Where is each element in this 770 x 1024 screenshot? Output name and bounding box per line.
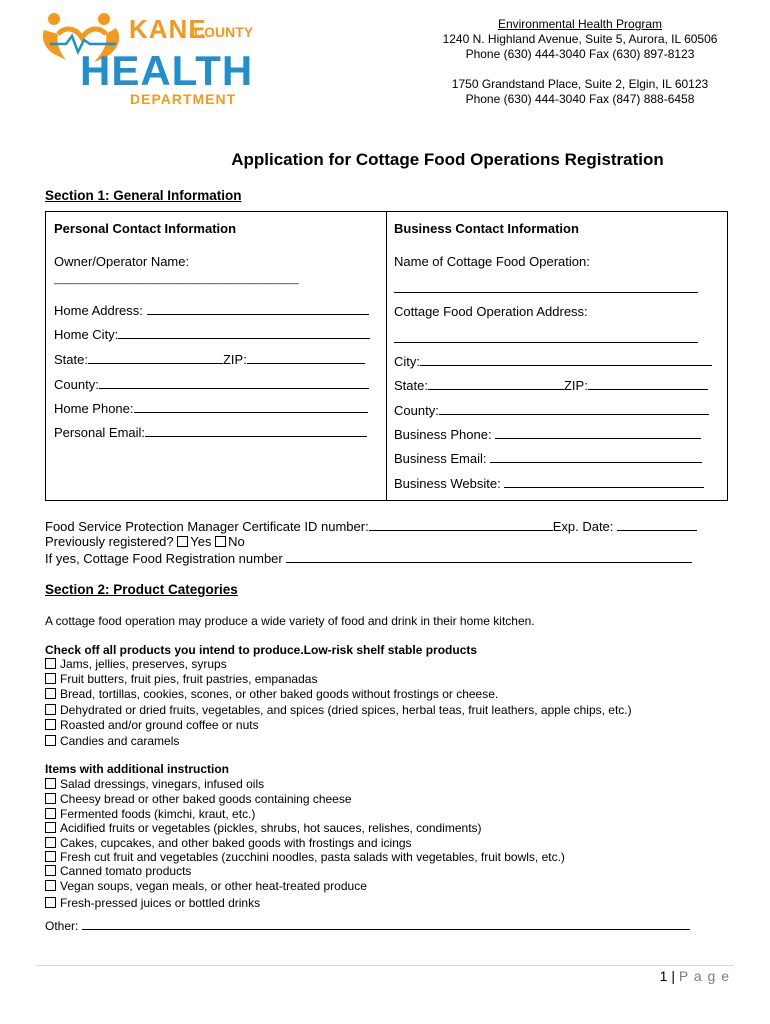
product-checkbox[interactable] bbox=[45, 897, 56, 908]
logo-health: HEALTH bbox=[80, 47, 254, 94]
section1-heading: Section 1: General Information bbox=[45, 188, 242, 203]
page-title: Application for Cottage Food Operations Registration bbox=[231, 150, 664, 169]
product-checkbox[interactable] bbox=[45, 822, 56, 833]
other-field[interactable] bbox=[82, 917, 690, 930]
business-website-field[interactable] bbox=[504, 475, 704, 488]
personal-email-field[interactable] bbox=[145, 424, 367, 437]
business-county-field[interactable] bbox=[439, 402, 709, 415]
county-label: County: bbox=[54, 377, 99, 392]
product-item: Acidified fruits or vegetables (pickles, shrubs, hot sauces, relishes, condiments) bbox=[45, 821, 482, 835]
other-label: Other: bbox=[45, 919, 79, 933]
city-label: City: bbox=[394, 354, 420, 369]
cert-id-label: Food Service Protection Manager Certificate ID number: bbox=[45, 519, 369, 534]
no-checkbox[interactable] bbox=[215, 536, 226, 547]
exp-date-label: Exp. Date: bbox=[552, 519, 614, 534]
product-checkbox[interactable] bbox=[45, 704, 56, 715]
product-item: Fruit butters, fruit pies, fruit pastries, empanadas bbox=[45, 672, 317, 686]
home-phone-field[interactable] bbox=[134, 400, 368, 413]
program-name: Environmental Health Program bbox=[497, 17, 663, 31]
lowrisk-heading: Check off all products you intend to produce.Low-risk shelf stable products bbox=[45, 643, 478, 657]
product-item: Bread, tortillas, cookies, scones, or other baked goods without frostings or cheese. bbox=[45, 687, 498, 701]
business-state-field[interactable] bbox=[428, 377, 564, 390]
state-label: State: bbox=[54, 352, 88, 367]
product-checkbox[interactable] bbox=[45, 673, 56, 684]
product-item: Salad dressings, vinegars, infused oils bbox=[45, 777, 264, 791]
yes-checkbox[interactable] bbox=[177, 536, 188, 547]
home-address-field[interactable] bbox=[147, 302, 369, 315]
zip-label: ZIP: bbox=[222, 352, 247, 367]
operation-name-label: Name of Cottage Food Operation: bbox=[394, 254, 590, 269]
contact-block bbox=[400, 17, 760, 107]
product-item: Fresh cut fruit and vegetables (zucchini noodles, pasta salads with vegetables, fruit bowls, etc.) bbox=[45, 850, 565, 864]
phone-elgin: Phone (630) 444-3040 Fax (847) 888-6458 bbox=[465, 92, 695, 106]
product-item: Jams, jellies, preserves, syrups bbox=[45, 657, 227, 671]
product-checkbox[interactable] bbox=[45, 851, 56, 862]
business-state-label: State: bbox=[394, 378, 428, 393]
product-checkbox[interactable] bbox=[45, 865, 56, 876]
business-phone-field[interactable] bbox=[495, 426, 701, 439]
reg-number-label: If yes, Cottage Food Registration number bbox=[45, 551, 283, 566]
phone-aurora: Phone (630) 444-3040 Fax (630) 897-8123 bbox=[465, 47, 695, 61]
county-field[interactable] bbox=[99, 376, 369, 389]
business-website-label: Business Website: bbox=[394, 476, 501, 491]
product-item: Cakes, cupcakes, and other baked goods with frostings and icings bbox=[45, 836, 412, 850]
logo-department: DEPARTMENT bbox=[130, 91, 237, 107]
home-phone-label: Home Phone: bbox=[54, 401, 134, 416]
operation-address-label: Cottage Food Operation Address: bbox=[394, 304, 588, 319]
business-email-field[interactable] bbox=[490, 450, 702, 463]
product-checkbox[interactable] bbox=[45, 719, 56, 730]
home-city-label: Home City: bbox=[54, 327, 119, 342]
product-item: Fermented foods (kimchi, kraut, etc.) bbox=[45, 807, 255, 821]
operation-address-field[interactable] bbox=[394, 342, 698, 343]
owner-label: Owner/Operator Name: bbox=[54, 254, 190, 269]
business-zip-label: ZIP: bbox=[563, 378, 588, 393]
home-address-label: Home Address: bbox=[54, 303, 143, 318]
product-checkbox[interactable] bbox=[45, 778, 56, 789]
zip-field[interactable] bbox=[247, 351, 365, 364]
product-checkbox[interactable] bbox=[45, 837, 56, 848]
page-number: 1 | P a g e bbox=[659, 968, 730, 984]
product-item: Fresh-pressed juices or bottled drinks bbox=[45, 896, 260, 910]
product-checkbox[interactable] bbox=[45, 735, 56, 746]
address-elgin: 1750 Grandstand Place, Suite 2, Elgin, IL 60123 bbox=[451, 77, 709, 91]
additional-heading: Items with additional instruction bbox=[45, 762, 230, 776]
address-aurora: 1240 N. Highland Avenue, Suite 5, Aurora, IL 60506 bbox=[442, 32, 718, 46]
product-item: Candies and caramels bbox=[45, 734, 179, 748]
product-item: Roasted and/or ground coffee or nuts bbox=[45, 718, 259, 732]
footer-divider bbox=[36, 965, 734, 966]
business-email-label: Business Email: bbox=[394, 451, 487, 466]
operation-name-field[interactable] bbox=[394, 292, 698, 293]
business-phone-label: Business Phone: bbox=[394, 427, 492, 442]
product-checkbox[interactable] bbox=[45, 808, 56, 819]
section2-heading: Section 2: Product Categories bbox=[45, 582, 238, 597]
business-county-label: County: bbox=[394, 403, 439, 418]
owner-field[interactable]: ____________________________________________ bbox=[54, 274, 299, 285]
reg-number-field[interactable] bbox=[286, 550, 692, 563]
product-checkbox[interactable] bbox=[45, 658, 56, 669]
logo-county: COUNTY bbox=[194, 24, 254, 40]
logo-kane: KANE bbox=[129, 14, 207, 44]
product-item: Canned tomato products bbox=[45, 864, 191, 878]
personal-heading: Personal Contact Information bbox=[54, 221, 237, 236]
section2-intro: A cottage food operation may produce a wide variety of food and drink in their home kitchen. bbox=[45, 614, 535, 628]
city-field[interactable] bbox=[420, 353, 712, 366]
prev-registered-label: Previously registered? bbox=[45, 534, 174, 549]
product-item: Dehydrated or dried fruits, vegetables, and spices (dried spices, herbal teas, fruit leathers, apple chips, etc.) bbox=[45, 703, 632, 717]
personal-email-label: Personal Email: bbox=[54, 425, 146, 440]
business-zip-field[interactable] bbox=[588, 377, 708, 390]
home-city-field[interactable] bbox=[118, 326, 370, 339]
cert-id-field[interactable] bbox=[369, 518, 553, 531]
exp-date-field[interactable] bbox=[617, 518, 697, 531]
yes-label: Yes bbox=[190, 534, 212, 549]
no-label: No bbox=[228, 534, 245, 549]
state-field[interactable] bbox=[88, 351, 223, 364]
product-item: Vegan soups, vegan meals, or other heat-treated produce bbox=[45, 879, 367, 893]
business-heading: Business Contact Information bbox=[394, 221, 579, 236]
product-checkbox[interactable] bbox=[45, 880, 56, 891]
product-checkbox[interactable] bbox=[45, 688, 56, 699]
logo bbox=[36, 10, 254, 110]
product-checkbox[interactable] bbox=[45, 793, 56, 804]
product-item: Cheesy bread or other baked goods containing cheese bbox=[45, 792, 352, 806]
